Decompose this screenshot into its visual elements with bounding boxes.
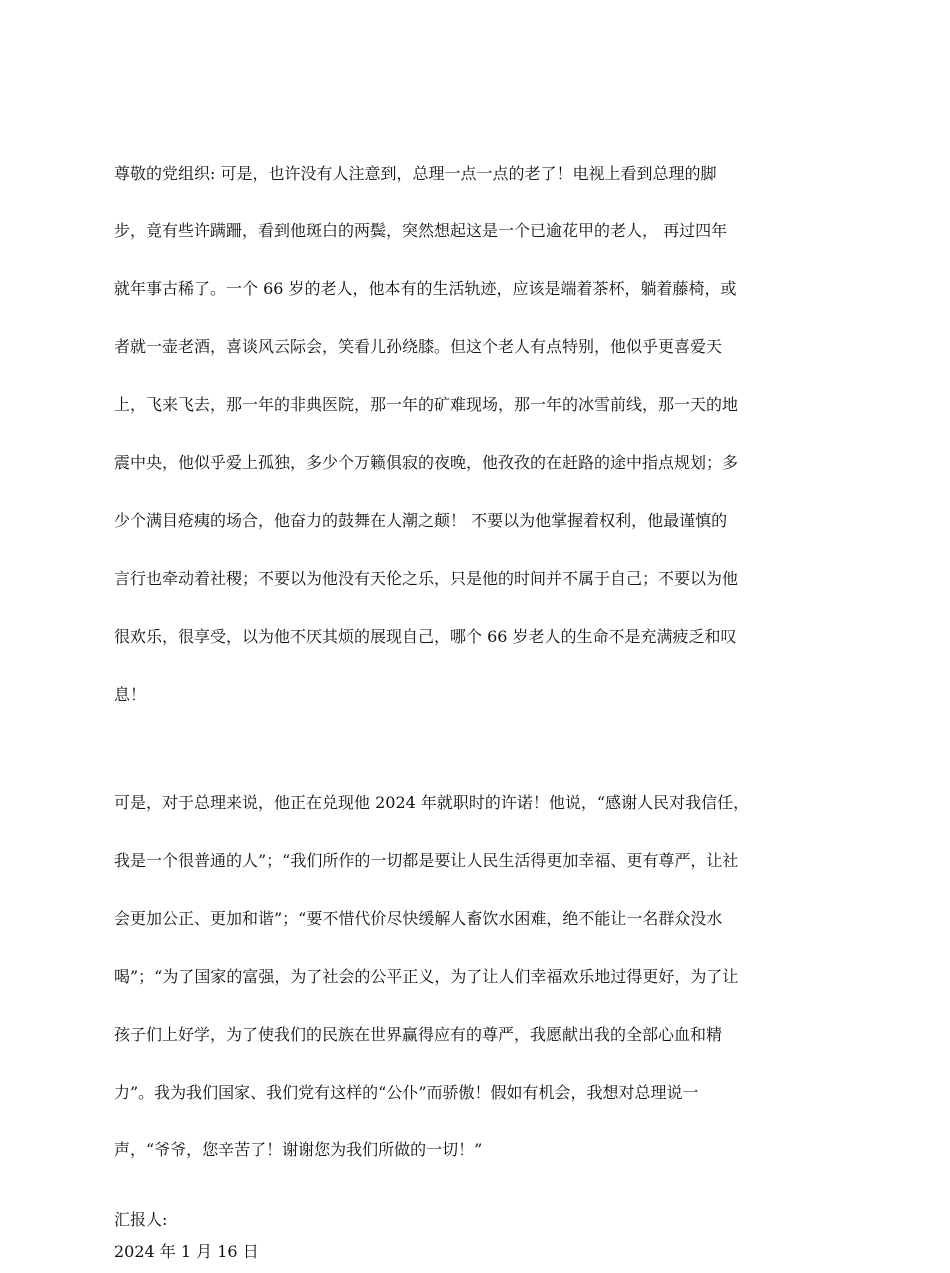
- document-body: [114, 125, 842, 1273]
- text-line: 息！: [114, 684, 147, 704]
- text-line: 就年事古稀了。一个 66 岁的老人，他本有的生活轨迹，应该是端着茶杯，躺着藤椅，或: [114, 279, 737, 299]
- text-line: 可是，对于总理来说，他正在兑现他 2024 年就职时的许诺！他说，“感谢人民对我信任，: [114, 793, 750, 813]
- text-line: 震中央，他似乎爱上孤独，多少个万籁俱寂的夜晚，他孜孜的在赶路的途中指点规划；多: [114, 453, 739, 473]
- text-line: 喝”；“为了国家的富强，为了社会的公平正义，为了让人们幸福欢乐地过得更好，为了让: [114, 966, 739, 986]
- text-line: 孩子们上好学，为了使我们的民族在世界赢得应有的尊严，我愿献出我的全部心血和精: [114, 1024, 723, 1044]
- text-line: 上，飞来飞去，那一年的非典医院，那一年的矿难现场，那一年的冰雪前线，那一天的地: [114, 395, 739, 415]
- paragraph-1: [114, 125, 842, 743]
- report-date: 2024 年 1 月 16 日: [114, 1241, 259, 1261]
- text-line: 者就一壶老酒，喜谈风云际会，笑看儿孙绕膝。但这个老人有点特别，他似乎更喜爱天: [114, 337, 723, 357]
- text-line: 步，竟有些许蹒跚，看到他斑白的两鬓，突然想起这是一个已逾花甲的老人， 再过四年: [114, 221, 728, 241]
- text-line: 我是一个很普通的人”；“我们所作的一切都是要让人民生活得更加幸福、更有尊严，让社: [114, 850, 739, 870]
- text-line: 言行也牵动着社稷；不要以为他没有天伦之乐，只是他的时间并不属于自己；不要以为他: [114, 568, 739, 588]
- reporter-label: 汇报人:: [114, 1210, 168, 1230]
- text-line: 少个满目疮痍的场合，他奋力的鼓舞在人潮之颠！ 不要以为他掌握着权利，他最谨慎的: [114, 510, 728, 530]
- text-line: 很欢乐，很享受，以为他不厌其烦的展现自己，哪个 66 岁老人的生命不是充满疲乏和叹: [114, 626, 737, 646]
- text-line: 力”。我为我们国家、我们党有这样的“公仆”而骄傲！假如有机会，我想对总理说一: [114, 1082, 699, 1102]
- text-line: 尊敬的党组织: 可是，也许没有人注意到，总理一点一点的老了！电视上看到总理的脚: [114, 163, 717, 183]
- text-line: 声，“爷爷，您辛苦了！谢谢您为我们所做的一切！”: [114, 1140, 483, 1160]
- paragraph-2: [114, 755, 842, 1199]
- text-line: 会更加公正、更加和谐”；“要不惜代价尽快缓解人畜饮水困难，绝不能让一名群众没水: [114, 908, 723, 928]
